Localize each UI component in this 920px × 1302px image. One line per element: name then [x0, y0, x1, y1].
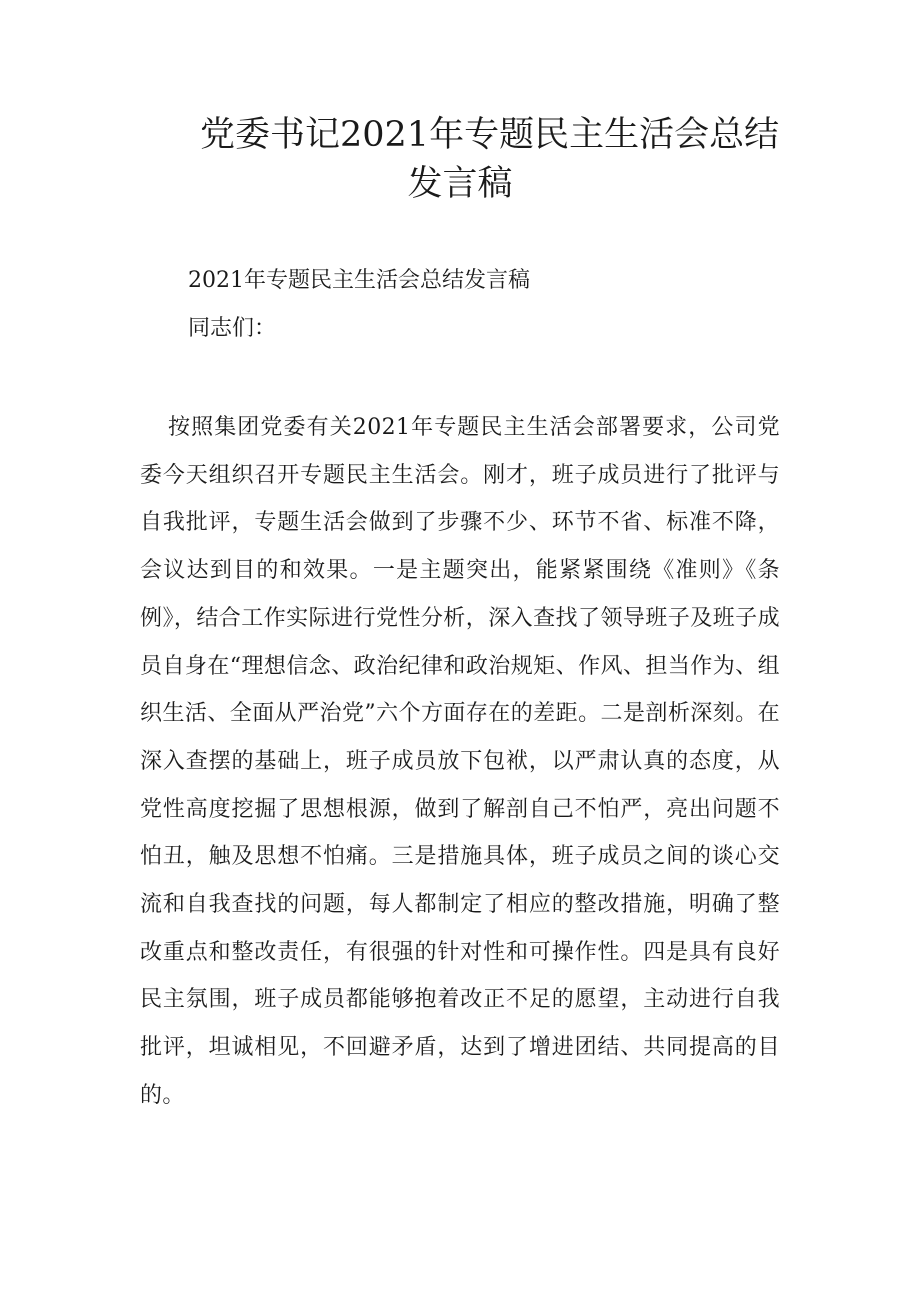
document-title-line-2: 发言稿	[407, 164, 513, 204]
body-paragraph: 按照集团党委有关2021年专题民主生活会部署要求，公司党委今天组织召开专题民主生活会。刚才，班子成员进行了批评与自我批评，专题生活会做到了步骤不少、环节不省、标准不降，会议达到目的和效果。一是主题突出，能紧紧围绕《准则》《条例》，结合工作实际进行党性分析，深入查找了领导班子及班子成员自身在“理想信念、政治纪律和政治规矩、作风、担当作为、组织生活、全面从严治党”六个方面存在的差距。二是剖析深刻。在深入查摆的基础上，班子成员放下包袱，以严肃认真的态度，从党性高度挖掘了思想根源，做到了解剖自己不怕严，亮出问题不怕丑，触及思想不怕痛。三是措施具体，班子成员之间的谈心交流和自我查找的问题，每人都制定了相应的整改措施，明确了整改重点和整改责任，有很强的针对性和可操作性。四是具有良好民主氛围，班子成员都能够抱着改正不足的愿望，主动进行自我批评，坦诚相见，不回避矛盾，达到了增进团结、共同提高的目的。	[140, 415, 780, 1108]
document-subtitle: 2021年专题民主生活会总结发言稿	[188, 268, 530, 293]
salutation: 同志们：	[188, 316, 277, 341]
document-title-line-1: 党委书记2021年专题民主生活会总结	[200, 115, 780, 155]
